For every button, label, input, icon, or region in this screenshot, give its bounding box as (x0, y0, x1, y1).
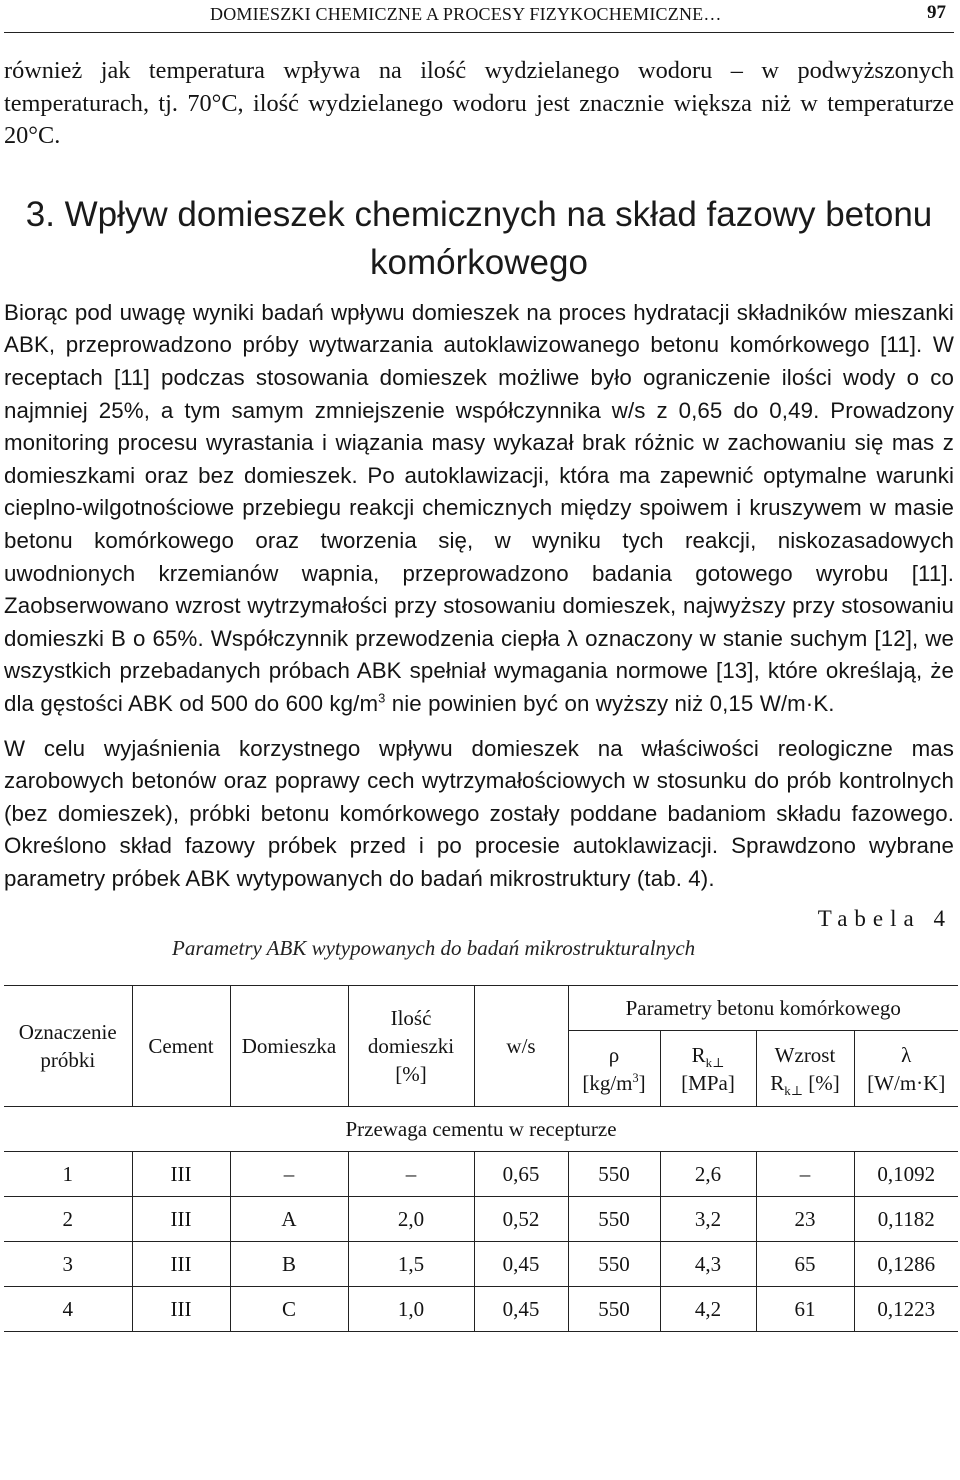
parameters-table (4, 985, 958, 1332)
table-label: Tabela 4 (817, 906, 952, 932)
cell-rho: 550 (568, 1197, 660, 1242)
table-header-row-1 (4, 986, 958, 1031)
header-lambda-symbol: λ (901, 1042, 912, 1067)
paragraph-phase-composition: W celu wyjaśnienia korzystnego wpływu domieszek na właściwości reologiczne mas zarobowych betonów oraz poprawy cech wytrzymałościowych w stosunku do prób kontrolnych (bez domieszek), próbki betonu komórkowego zostały poddane badaniom składu fazowego. Określono skład fazowy próbek przed i po procesie autoklawizacji. Sprawdzono wybrane parametry próbek ABK wytypowanych do badań mikrostruktury (tab. 4). (4, 735, 954, 891)
cell-wzrost: 65 (756, 1242, 854, 1287)
paragraph-study-results-text: Biorąc pod uwagę wyniki badań wpływu domieszek na proces hydratacji składników mieszanki ABK, przeprowadzono próby wytwarzania autoklawizowanego betonu komórkowego [11]. W receptach [11] podczas stosowania domieszek możliwe było ograniczenie ilości wody o co najmniej 25%, a tym samym zmniejszenie współczynnika w/s z 0,65 do 0,49. Prowadzony monitoring procesu wyrastania i wiązania masy wykazał brak różnic w zachowaniu się mas z domieszkami oraz bez domieszek. Po autoklawizacji, która ma zapewnić optymalne warunki cieplno-wilgotnościowe przebiegu reakcji chemicznych między spoiwem i kruszywem w masie betonu komórkowego oraz tworzenia się, w wyniku tych reakcji, niskozasadowych uwodnionych krzemianów wapnia, przeprowadzono badania gotowego wyrobu [11]. Zaobserwowano wzrost wytrzymałości przy stosowaniu domieszek, najwyższy przy stosowaniu domieszki B o 65%. Współczynnik przewodzenia ciepła λ oznaczony w stanie suchym [12], we wszystkich przebadanych próbach ABK spełniał wymagania normowe [13], które określają, że dla gęstości ABK od 500 do 600 kg/m (4, 299, 954, 716)
cell-rho: 550 (568, 1287, 660, 1332)
cell-oznaczenie: 1 (4, 1152, 132, 1197)
cell-ws: 0,45 (474, 1287, 568, 1332)
cell-domieszka: C (230, 1287, 348, 1332)
header-przewaga: Przewaga cementu w recepturze (4, 1107, 958, 1152)
header-oznaczenie: Oznaczenie próbki (4, 986, 132, 1107)
header-ws: w/s (474, 986, 568, 1107)
table-header-row-3 (4, 1107, 958, 1152)
header-group-parametry: Parametry betonu komórkowego (568, 986, 958, 1031)
paragraph-study-results (4, 297, 954, 721)
cell-ws: 0,45 (474, 1242, 568, 1287)
cell-ilosc: 2,0 (348, 1197, 474, 1242)
header-ilosc-line1: Ilość (390, 1006, 432, 1031)
cell-rk: 3,2 (660, 1197, 756, 1242)
cell-wzrost: 23 (756, 1197, 854, 1242)
superscript-cubic: 3 (378, 690, 386, 706)
cell-cement: III (132, 1287, 230, 1332)
header-wzrost-unit: $R_{k\perp}$ [%] (770, 1070, 840, 1099)
table-row (4, 1197, 958, 1242)
cell-ws: 0,52 (474, 1197, 568, 1242)
cell-lambda: 0,1286 (854, 1242, 958, 1287)
cell-rk: 2,6 (660, 1152, 756, 1197)
cell-ilosc: – (348, 1152, 474, 1197)
header-lambda (854, 1031, 958, 1107)
table-row (4, 1242, 958, 1287)
cell-lambda: 0,1092 (854, 1152, 958, 1197)
header-rk-unit: [MPa] (681, 1070, 735, 1095)
page-number: 97 (927, 2, 946, 23)
header-ilosc (348, 986, 474, 1107)
header-rho (568, 1031, 660, 1107)
cell-wzrost: – (756, 1152, 854, 1197)
cell-ilosc: 1,0 (348, 1287, 474, 1332)
header-rho-unit: $[kg/m^3]$ (582, 1070, 646, 1095)
cell-cement: III (132, 1197, 230, 1242)
cell-oznaczenie: 3 (4, 1242, 132, 1287)
cell-oznaczenie: 4 (4, 1287, 132, 1332)
header-rho-symbol: ρ (608, 1042, 620, 1067)
cell-wzrost: 61 (756, 1287, 854, 1332)
header-rk-symbol: $R_{k\perp}$ (691, 1042, 725, 1071)
cell-domieszka: A (230, 1197, 348, 1242)
cell-oznaczenie: 2 (4, 1197, 132, 1242)
paragraph-study-results-tail: nie powinien być on wyższy niż 0,15 W/m·K. (385, 690, 835, 716)
paragraph-continuation: również jak temperatura wpływa na ilość wydzielanego wodoru – w podwyższonych temperaturach, tj. 70°C, ilość wydzielanego wodoru jest znacznie większa niż w temperaturze 20°C. (4, 57, 954, 150)
cell-cement: III (132, 1152, 230, 1197)
header-ilosc-line3: [%] (395, 1062, 427, 1087)
cell-domieszka: B (230, 1242, 348, 1287)
header-ilosc-line2: domieszki (367, 1034, 455, 1059)
header-rk (660, 1031, 756, 1107)
cell-lambda: 0,1223 (854, 1287, 958, 1332)
cell-cement: III (132, 1242, 230, 1287)
header-cement: Cement (132, 986, 230, 1107)
header-domieszka: Domieszka (230, 986, 348, 1107)
running-header (4, 0, 954, 33)
table-row (4, 1287, 958, 1332)
cell-rk: 4,3 (660, 1242, 756, 1287)
header-wzrost (756, 1031, 854, 1107)
cell-domieszka: – (230, 1152, 348, 1197)
header-lambda-unit: [W/m·K] (867, 1070, 946, 1095)
cell-rho: 550 (568, 1242, 660, 1287)
header-wzrost-label: Wzrost (774, 1042, 836, 1067)
table-row (4, 1152, 958, 1197)
cell-rho: 550 (568, 1152, 660, 1197)
cell-rk: 4,2 (660, 1287, 756, 1332)
cell-lambda: 0,1182 (854, 1197, 958, 1242)
table-caption: Parametry ABK wytypowanych do badań mikrostrukturalnych (172, 936, 696, 961)
cell-ws: 0,65 (474, 1152, 568, 1197)
running-title: DOMIESZKI CHEMICZNE A PROCESY FIZYKOCHEMICZNE… (210, 4, 722, 24)
cell-ilosc: 1,5 (348, 1242, 474, 1287)
section-heading: 3. Wpływ domieszek chemicznych na skład fazowy betonu komórkowego (25, 194, 933, 282)
